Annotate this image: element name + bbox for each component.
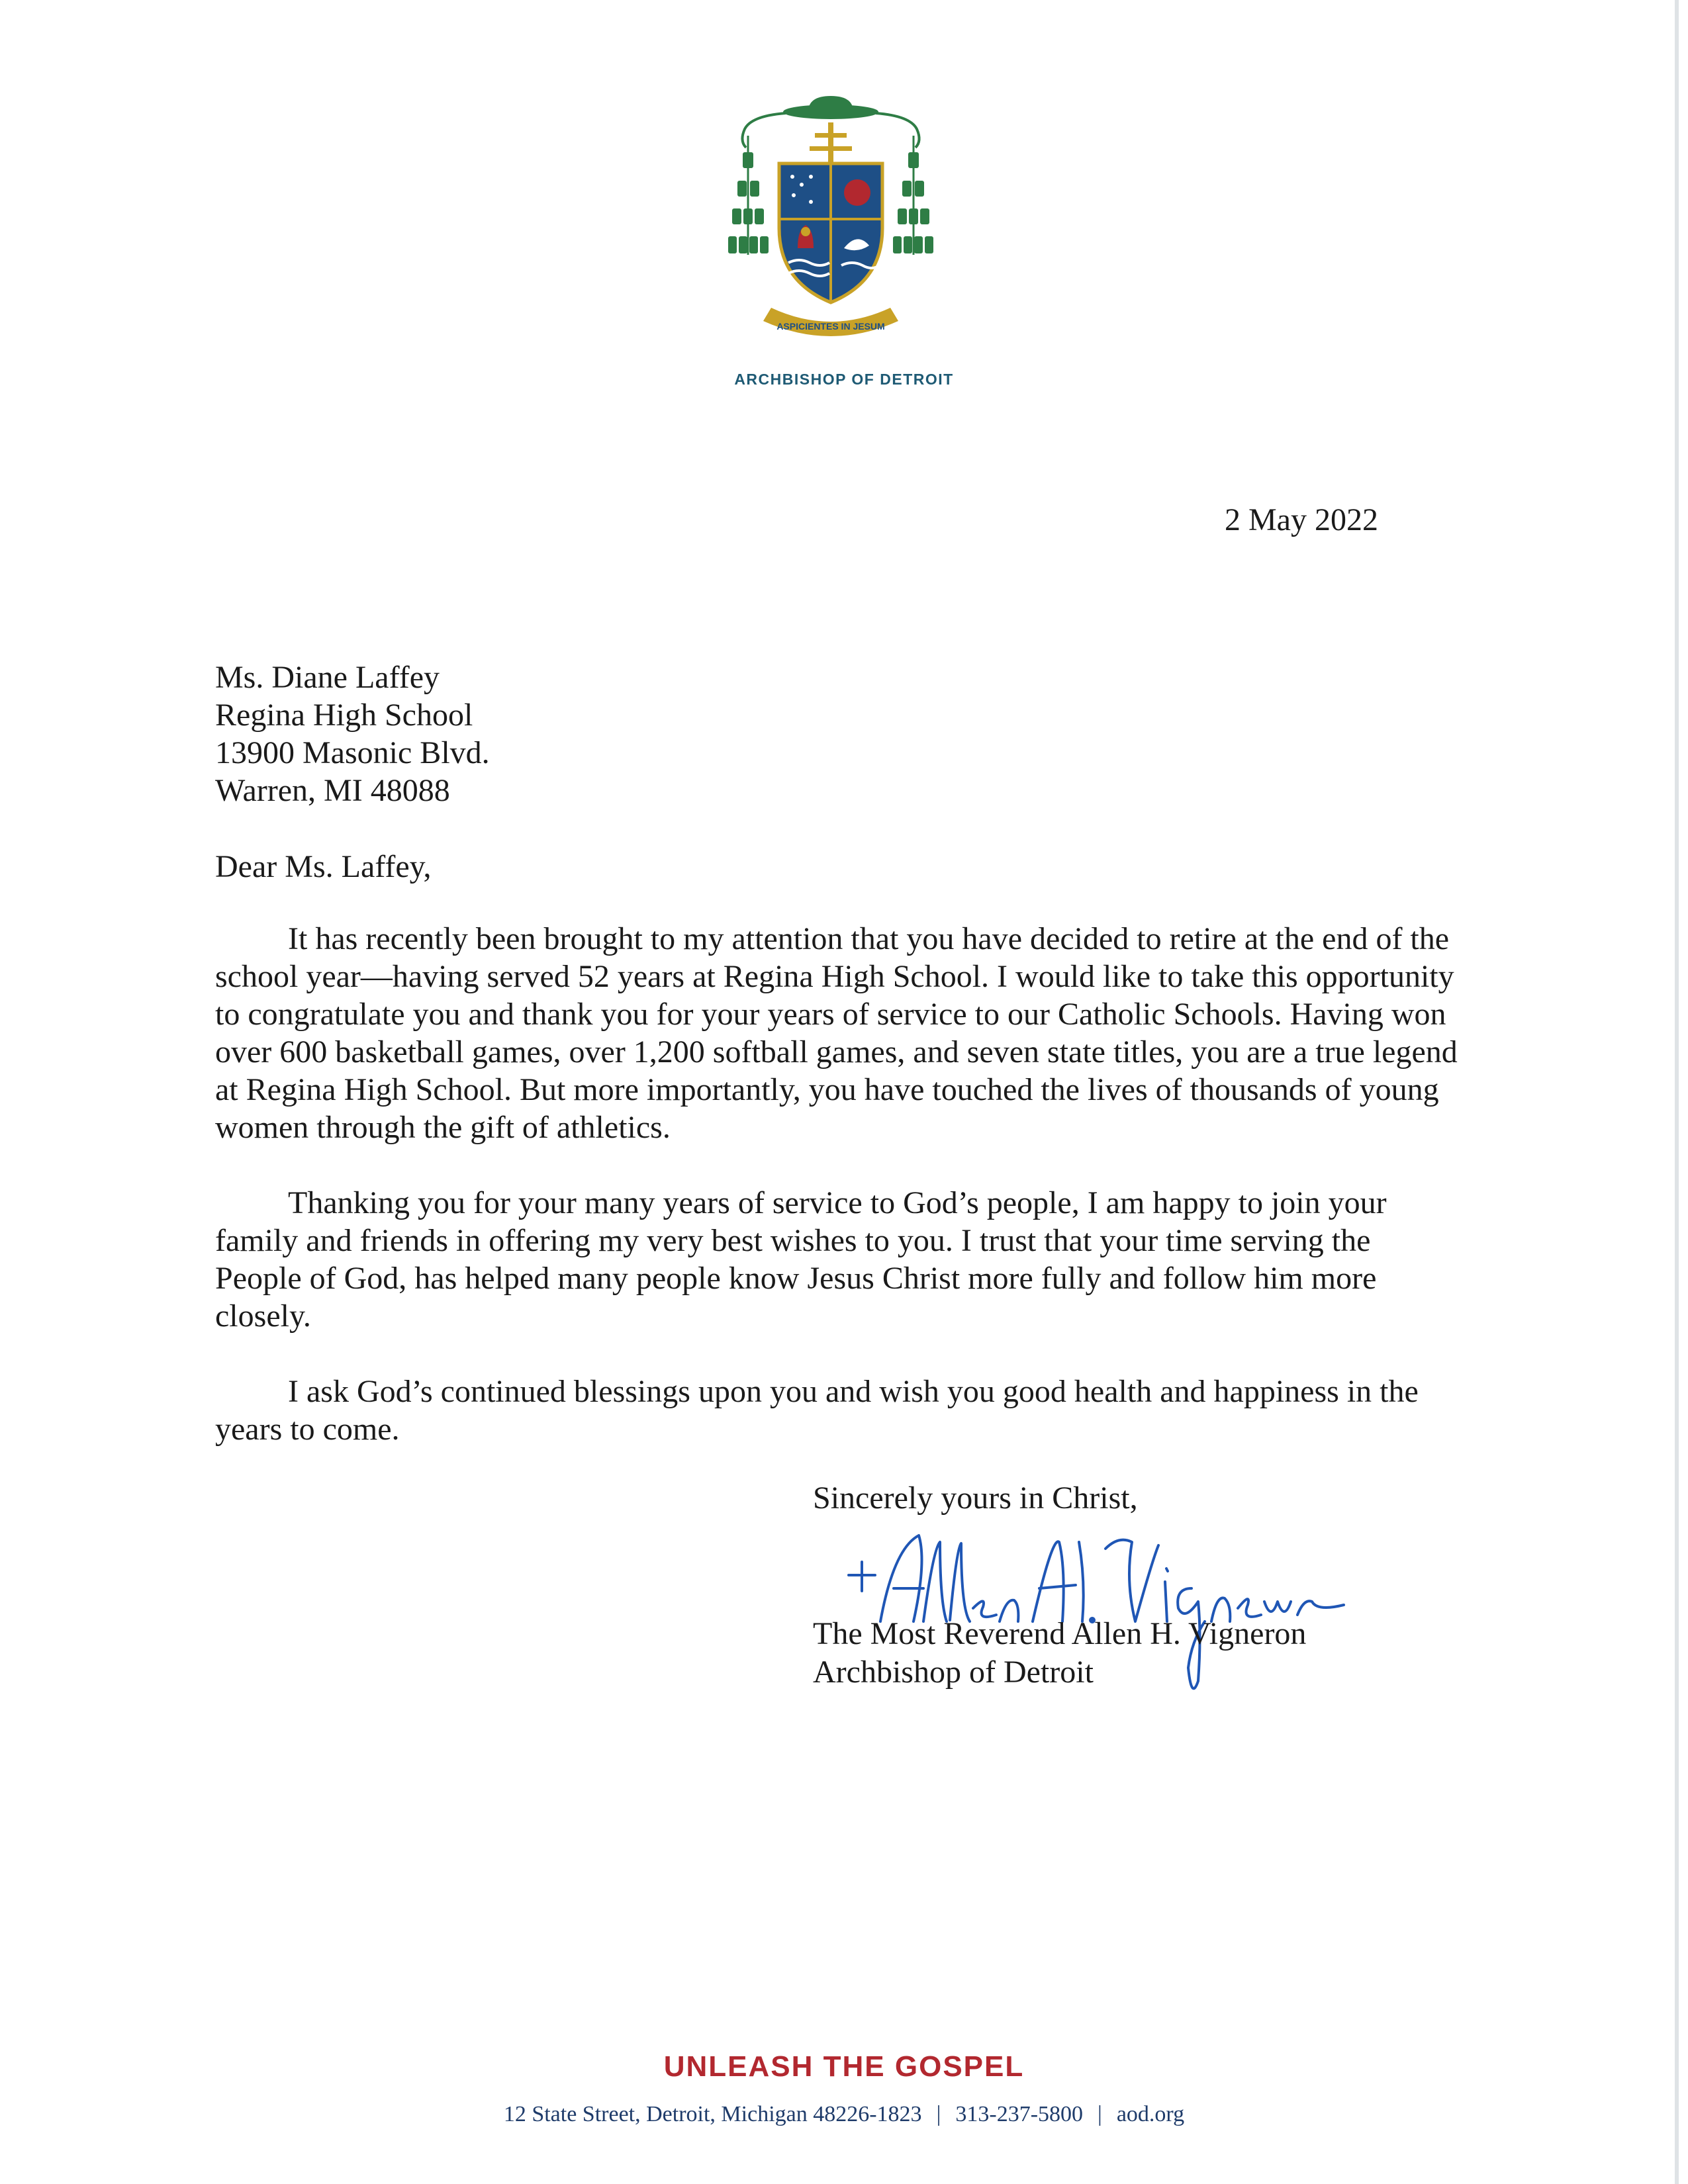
recipient-organization: Regina High School: [215, 698, 473, 733]
footer-separator: |: [1098, 2102, 1102, 2126]
footer-contact: [0, 2102, 1688, 2127]
recipient-name: Ms. Diane Laffey: [215, 660, 440, 695]
letter-date: 2 May 2022: [1225, 502, 1378, 537]
svg-text:ASPICIENTES IN JESUM: ASPICIENTES IN JESUM: [776, 321, 885, 332]
salutation: Dear Ms. Laffey,: [215, 849, 432, 884]
letter-body: [215, 920, 1460, 1486]
footer-website: aod.org: [1116, 2102, 1185, 2126]
signatory-title: Archbishop of Detroit: [813, 1655, 1094, 1690]
body-paragraph: I ask God’s continued blessings upon you and wish you good health and happiness in the years to come.: [215, 1374, 1419, 1447]
coat-of-arms-icon: [725, 89, 937, 354]
recipient-city: Warren, MI 48088: [215, 773, 450, 808]
signature-block: [813, 1615, 1306, 1692]
scan-edge: [1675, 0, 1679, 2184]
footer-address: 12 State Street, Detroit, Michigan 48226-1823: [503, 2102, 922, 2126]
footer-phone: 313-237-5800: [955, 2102, 1084, 2126]
letterhead-title: ARCHBISHOP OF DETROIT: [734, 371, 954, 388]
body-paragraph: Thanking you for your many years of service to God’s people, I am happy to join your family and friends in offering my very best wishes to you. I trust that your time serving the People of God, has helped many people know Jesus Christ more fully and follow him more closely.: [215, 1185, 1387, 1334]
recipient-address: [215, 659, 490, 809]
footer-motto: UNLEASH THE GOSPEL: [663, 2050, 1025, 2083]
closing: Sincerely yours in Christ,: [813, 1480, 1138, 1516]
recipient-street: 13900 Masonic Blvd.: [215, 735, 490, 770]
signatory-name: The Most Reverend Allen H. Vigneron: [813, 1616, 1307, 1651]
footer-separator: |: [936, 2102, 941, 2126]
body-paragraph: It has recently been brought to my attention that you have decided to retire at the end of the school year—having served 52 years at Regina High School. I would like to take this opportunity to congratulate you and thank you for your years of service to our Catholic Schools. Having won over 600 basketball games, over 1,200 softball games, and seven state titles, you are a true legend at Regina High School. But more importantly, you have touched the lives of thousands of young women through the gift of athletics.: [215, 921, 1458, 1145]
